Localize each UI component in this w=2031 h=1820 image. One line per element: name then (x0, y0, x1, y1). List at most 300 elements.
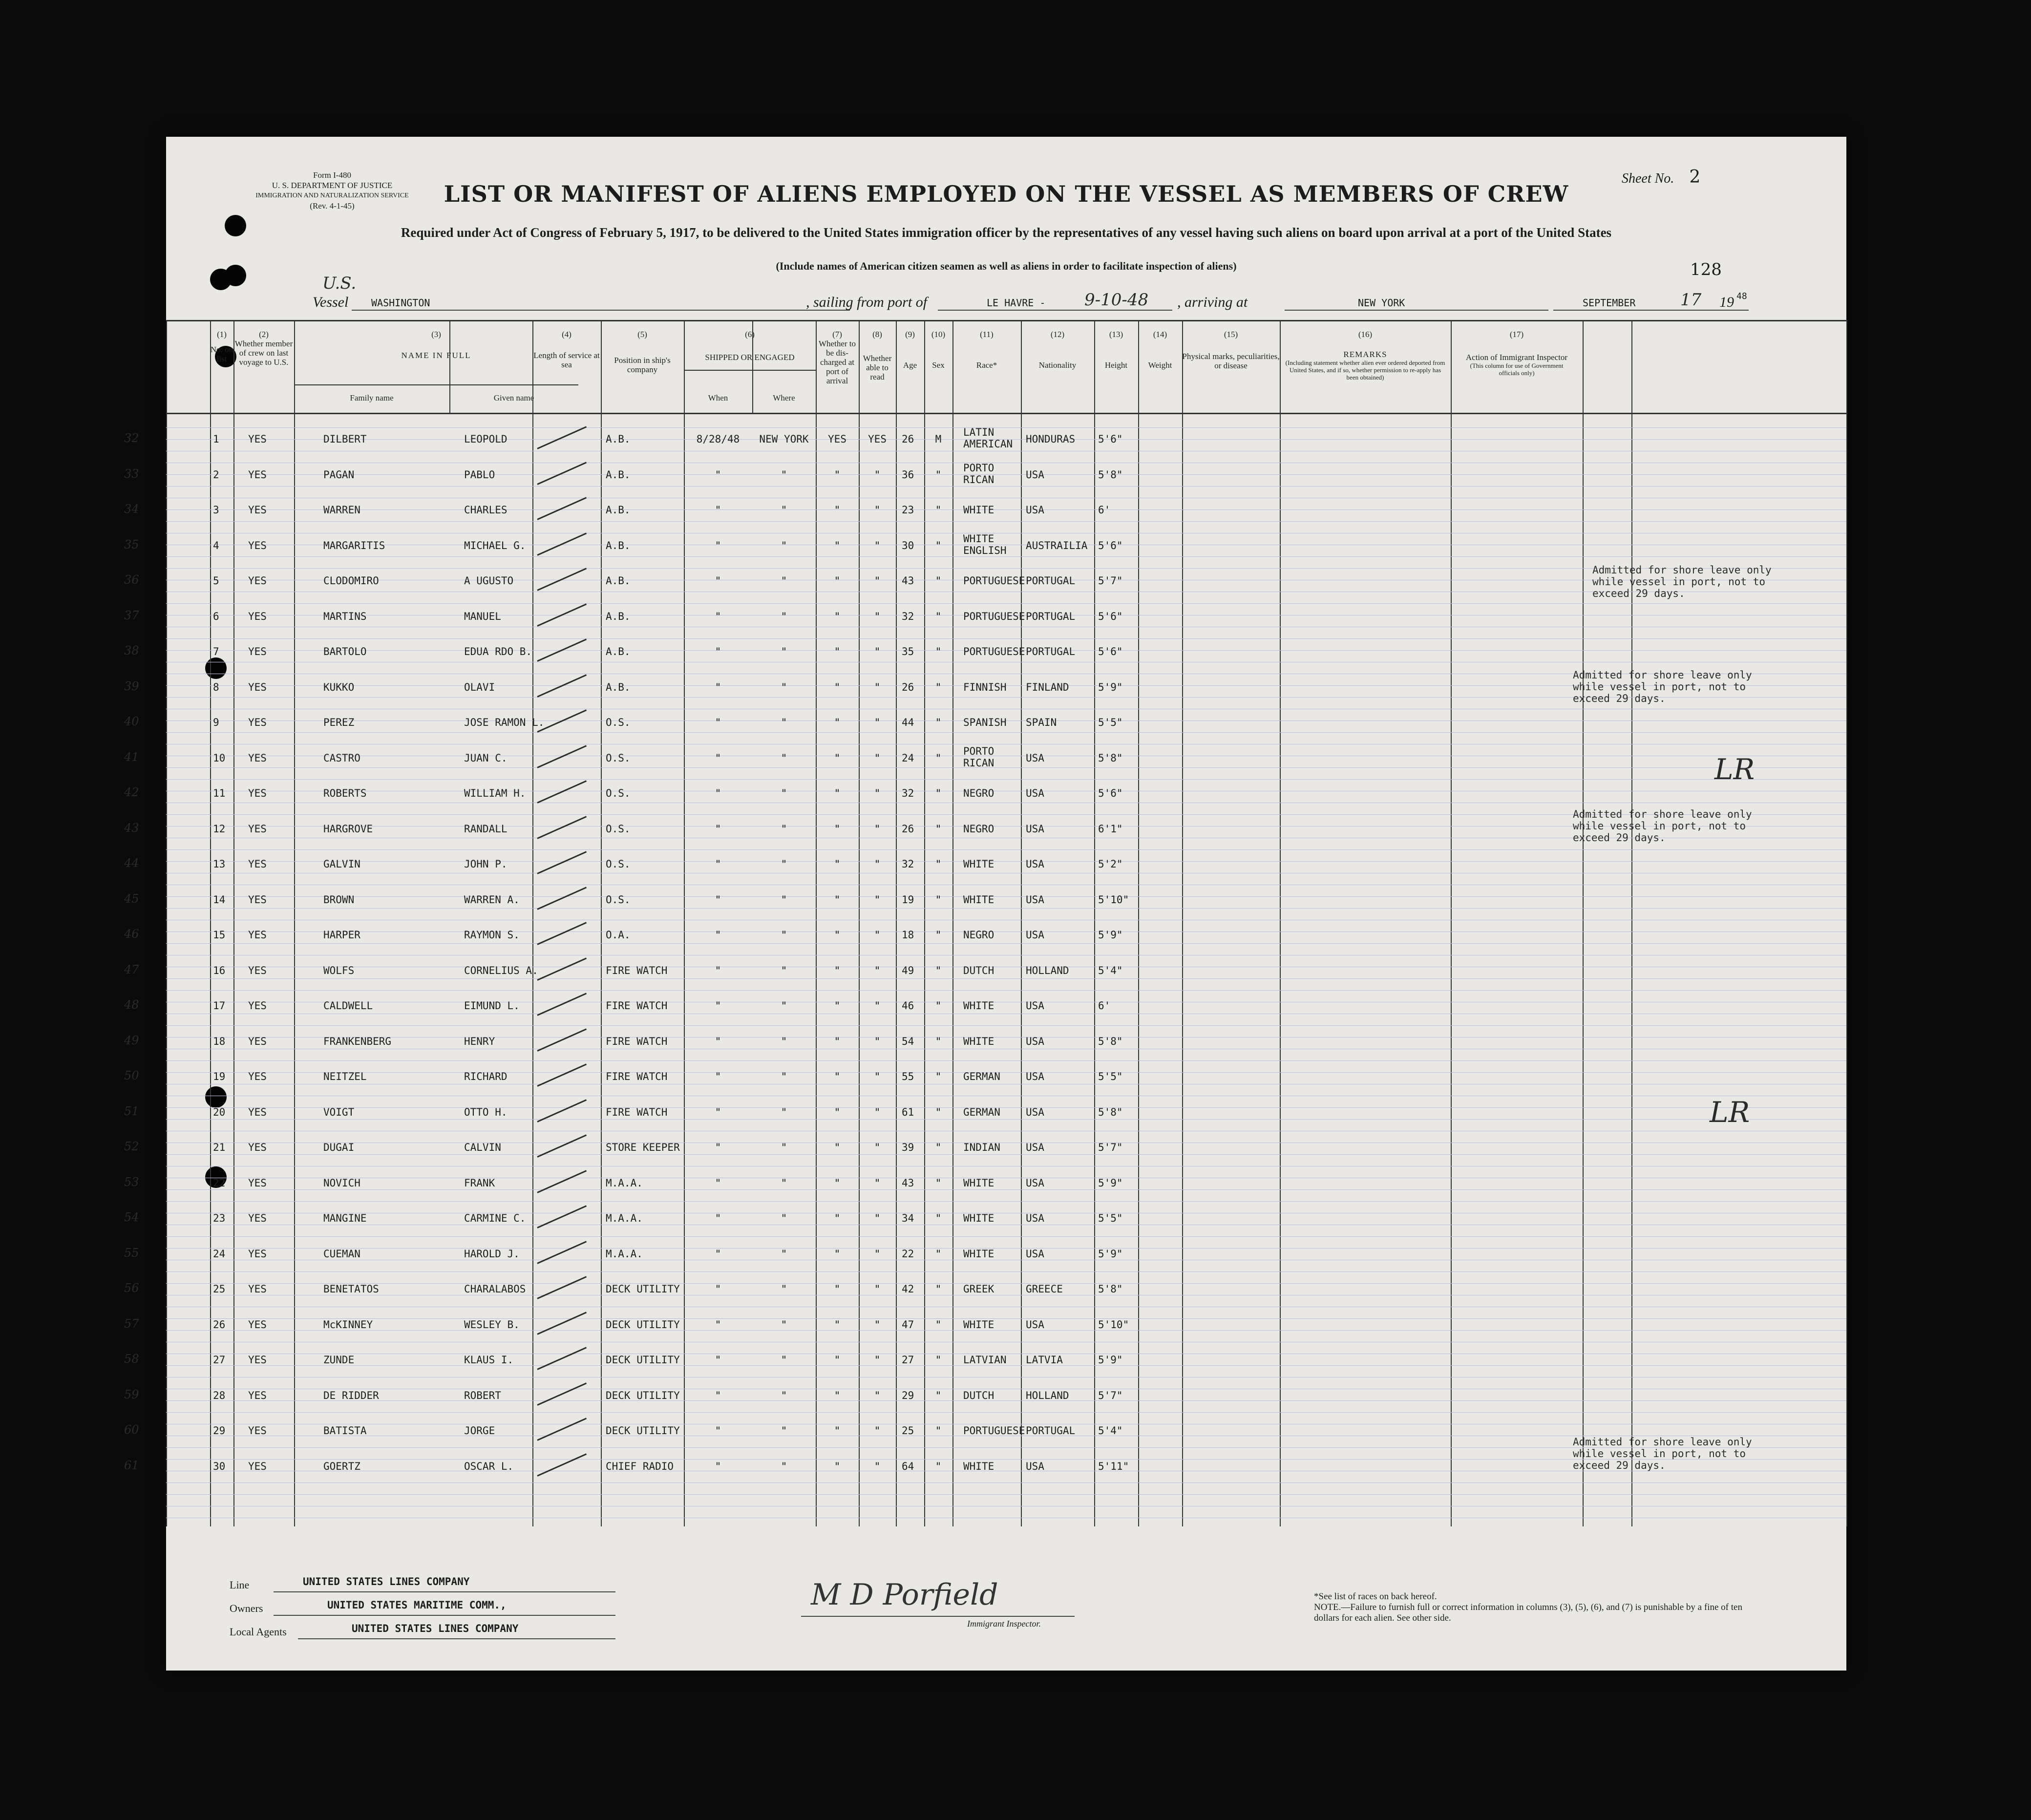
line-number-cell: 40 (124, 715, 139, 728)
col-14-number: (14) (1153, 330, 1167, 339)
col-17-header: Action of Immigrant Inspector (1465, 353, 1568, 362)
race-cell: WHITE (963, 504, 994, 516)
nationality-cell: USA (1026, 858, 1044, 870)
family-name-cell: NOVICH (323, 1177, 360, 1189)
last-voyage-cell: YES (248, 681, 267, 693)
age-cell: 39 (902, 1142, 914, 1153)
race-cell: WHITE (963, 1248, 994, 1260)
race-cell: PORTUGUESE (963, 575, 1025, 587)
family-name-cell: HARGROVE (323, 823, 373, 835)
line-number-cell: 35 (124, 537, 139, 551)
nationality-cell: USA (1026, 929, 1044, 941)
race-cell: DUTCH (963, 1389, 994, 1401)
height-cell: 5'9" (1098, 1354, 1123, 1366)
discharged-cell: " (834, 787, 841, 799)
able-to-read-cell: " (874, 1283, 881, 1295)
agents-label: Local Agents (230, 1626, 287, 1638)
height-cell: 5'6" (1098, 787, 1123, 799)
age-cell: 35 (902, 646, 914, 657)
age-cell: 36 (902, 468, 914, 481)
position-cell: DECK UTILITY (606, 1425, 680, 1437)
list-number-cell: 26 (213, 1318, 226, 1331)
nationality-cell: USA (1026, 1177, 1044, 1189)
sex-cell: " (935, 1035, 942, 1047)
col-11-number: (11) (980, 330, 994, 339)
shipped-when-cell: " (715, 1425, 721, 1437)
discharged-cell: " (834, 1000, 841, 1012)
race-second-line-cell: ENGLISH (963, 544, 1007, 556)
age-cell: 29 (902, 1389, 914, 1401)
sex-cell: " (935, 1425, 942, 1437)
position-cell: DECK UTILITY (606, 1283, 680, 1295)
list-number-cell: 18 (213, 1035, 226, 1047)
col-1-number: (1) (217, 330, 227, 339)
family-name-cell: ZUNDE (323, 1354, 355, 1366)
nationality-cell: PORTUGAL (1026, 610, 1076, 622)
inspector-label: Immigrant Inspector. (967, 1619, 1041, 1629)
race-second-line-cell: AMERICAN (963, 438, 1013, 450)
sex-cell: " (935, 1460, 942, 1472)
nationality-cell: USA (1026, 504, 1044, 516)
able-to-read-cell: " (874, 1425, 881, 1437)
document-title: LIST OR MANIFEST OF ALIENS EMPLOYED ON THE VESSEL AS MEMBERS OF CREW (444, 181, 1569, 207)
col-14-header: Weight (1148, 360, 1172, 370)
shipped-when-cell: " (715, 504, 721, 516)
list-number-cell: 28 (213, 1389, 226, 1401)
line-number-cell: 51 (124, 1104, 139, 1118)
shipped-where-cell: " (781, 1177, 787, 1189)
service-check-mark (537, 462, 587, 485)
discharged-cell: " (834, 1071, 841, 1082)
col-15-number: (15) (1224, 330, 1238, 339)
shipped-where-cell: " (781, 752, 787, 764)
shipped-where-cell: " (781, 468, 787, 481)
shipped-where-cell: " (781, 893, 787, 906)
discharged-cell: " (834, 575, 841, 587)
service-check-mark (537, 1347, 587, 1370)
line-number-cell: 50 (124, 1069, 139, 1082)
position-cell: O.S. (606, 858, 631, 870)
last-voyage-cell: YES (248, 717, 267, 728)
sex-cell: " (935, 1389, 942, 1401)
discharged-cell: " (834, 1248, 841, 1260)
shipped-when-cell: " (715, 1142, 721, 1153)
shipped-where-cell: " (781, 539, 787, 551)
height-cell: 5'5" (1098, 1071, 1123, 1082)
race-cell: WHITE (963, 1177, 994, 1189)
family-name-cell: MANGINE (323, 1212, 367, 1224)
last-voyage-cell: YES (248, 787, 267, 799)
col-4-header: Length of service at sea (533, 351, 600, 369)
shipped-when-cell: " (715, 1106, 721, 1118)
shipped-when-cell: " (715, 893, 721, 906)
last-voyage-cell: YES (248, 1177, 267, 1189)
race-cell: INDIAN (963, 1142, 1000, 1153)
sailing-date: 9-10-48 (1084, 290, 1149, 310)
last-voyage-cell: YES (248, 433, 267, 445)
race-cell: NEGRO (963, 823, 994, 835)
race-cell: WHITE (963, 893, 994, 906)
form-number: Form I-480 (313, 170, 351, 180)
shipped-where-cell: " (781, 1389, 787, 1401)
discharged-cell: " (834, 1106, 841, 1118)
shipped-where-cell: " (781, 681, 787, 693)
able-to-read-cell: " (874, 1071, 881, 1082)
position-cell: O.S. (606, 752, 631, 764)
agents-value: UNITED STATES LINES COMPANY (352, 1623, 519, 1634)
shipped-where-cell: " (781, 929, 787, 941)
given-name-cell: JOHN P. (464, 858, 508, 870)
able-to-read-cell: " (874, 752, 881, 764)
sex-cell: " (935, 1106, 942, 1118)
line-number-cell: 43 (124, 821, 139, 835)
able-to-read-cell: " (874, 1389, 881, 1401)
shipped-where-cell: " (781, 717, 787, 728)
service-check-mark (537, 1276, 587, 1299)
able-to-read-cell: " (874, 646, 881, 657)
family-name-cell: NEITZEL (323, 1071, 367, 1082)
given-name-cell: WARREN A. (464, 893, 520, 906)
age-cell: 19 (902, 893, 914, 906)
given-name-cell: CHARALABOS (464, 1283, 526, 1295)
family-name-cell: GALVIN (323, 858, 360, 870)
position-cell: FIRE WATCH (606, 1000, 668, 1012)
given-name-cell: HAROLD J. (464, 1248, 520, 1260)
sailing-label: , sailing from port of (806, 294, 928, 310)
line-number-cell: 46 (124, 927, 139, 941)
discharged-cell: " (834, 1460, 841, 1472)
given-name-cell: A UGUSTO (464, 575, 514, 587)
col-5-header: Position in ship's company (614, 356, 671, 374)
given-name-cell: WESLEY B. (464, 1318, 520, 1331)
discharged-cell: " (834, 1389, 841, 1401)
race-second-line-cell: RICAN (963, 757, 994, 769)
age-cell: 22 (902, 1248, 914, 1260)
list-number-cell: 27 (213, 1354, 226, 1366)
col-2-number: (2) (259, 330, 269, 339)
service-check-mark (537, 1382, 587, 1405)
age-cell: 42 (902, 1283, 914, 1295)
sex-cell: " (935, 1318, 942, 1331)
position-cell: O.S. (606, 823, 631, 835)
col-3a-header: Family name (350, 393, 394, 402)
height-cell: 5'8" (1098, 1106, 1123, 1118)
col-17-number: (17) (1509, 330, 1524, 339)
col-6-header: SHIPPED OR ENGAGED (705, 353, 795, 362)
remarks-stamp: Admitted for shore leave only while vessel in port, not to exceed 29 days. (1573, 1436, 1752, 1471)
last-voyage-cell: YES (248, 964, 267, 976)
able-to-read-cell: " (874, 539, 881, 551)
col-16-subheader: (Including statement whether alien ever ordered deported from United States, and if so, whether permission to re-apply has been obtained) (1285, 359, 1445, 381)
last-voyage-cell: YES (248, 1460, 267, 1472)
sex-cell: " (935, 1000, 942, 1012)
col-9-header: Age (903, 360, 917, 370)
position-cell: O.S. (606, 787, 631, 799)
discharged-cell: " (834, 1142, 841, 1153)
list-number-cell: 1 (213, 433, 219, 445)
height-cell: 5'9" (1098, 1248, 1123, 1260)
line-number-cell: 61 (124, 1458, 139, 1472)
arriving-label: , arriving at (1177, 294, 1248, 310)
position-cell: M.A.A. (606, 1212, 643, 1224)
given-name-cell: FRANK (464, 1177, 495, 1189)
able-to-read-cell: " (874, 1142, 881, 1153)
able-to-read-cell: " (874, 681, 881, 693)
age-cell: 26 (902, 433, 914, 445)
last-voyage-cell: YES (248, 752, 267, 764)
year-suffix: 48 (1736, 291, 1747, 301)
family-name-cell: MARGARITIS (323, 539, 385, 551)
race-cell: WHITE (963, 858, 994, 870)
list-number-cell: 16 (213, 964, 226, 976)
inspector-signature: M D Porfield (811, 1578, 998, 1612)
family-name-cell: DILBERT (323, 433, 367, 445)
position-cell: A.B. (606, 433, 631, 445)
nationality-cell: USA (1026, 1142, 1044, 1153)
family-name-cell: WOLFS (323, 964, 355, 976)
height-cell: 5'5" (1098, 1212, 1123, 1224)
sailing-port: LE HAVRE - (987, 297, 1046, 309)
height-cell: 5'7" (1098, 1142, 1123, 1153)
sex-cell: " (935, 504, 942, 516)
list-number-cell: 6 (213, 610, 219, 622)
line-number-cell: 39 (124, 679, 139, 693)
list-number-cell: 11 (213, 787, 226, 799)
year-prefix: 19 (1719, 294, 1734, 310)
discharged-cell: " (834, 1212, 841, 1224)
race-cell: SPANISH (963, 717, 1007, 728)
line-number-cell: 55 (124, 1246, 139, 1260)
family-name-cell: WARREN (323, 504, 360, 516)
shipped-where-cell: " (781, 1318, 787, 1331)
given-name-cell: MANUEL (464, 610, 501, 622)
nationality-cell: HOLLAND (1026, 964, 1069, 976)
shipped-where-cell: " (781, 1071, 787, 1082)
position-cell: FIRE WATCH (606, 1106, 668, 1118)
nationality-cell: USA (1026, 1106, 1044, 1118)
height-cell: 5'8" (1098, 468, 1123, 481)
given-name-cell: EDUA RDO B. (464, 646, 532, 657)
discharged-cell: " (834, 858, 841, 870)
line-number-cell: 38 (124, 644, 139, 657)
owners-value: UNITED STATES MARITIME COMM., (327, 1599, 507, 1611)
able-to-read-cell: " (874, 787, 881, 799)
shipped-where-cell: " (781, 964, 787, 976)
discharged-cell: " (834, 752, 841, 764)
service-check-mark (537, 1312, 587, 1334)
shipped-when-cell: " (715, 858, 721, 870)
race-cell: GREEK (963, 1283, 994, 1295)
race-second-line-cell: RICAN (963, 473, 994, 486)
service-check-mark (537, 993, 587, 1016)
age-cell: 30 (902, 539, 914, 551)
given-name-cell: JOSE RAMON L. (464, 717, 545, 728)
shipped-when-cell: " (715, 646, 721, 657)
list-number-cell: 29 (213, 1425, 226, 1437)
age-cell: 43 (902, 575, 914, 587)
sex-cell: " (935, 787, 942, 799)
family-name-cell: DE RIDDER (323, 1389, 379, 1401)
service: IMMIGRATION AND NATURALIZATION SERVICE (255, 192, 409, 199)
height-cell: 5'2" (1098, 858, 1123, 870)
discharged-cell: " (834, 1354, 841, 1366)
sheet-number: 2 (1689, 167, 1701, 187)
able-to-read-cell: YES (868, 433, 887, 445)
service-check-mark (537, 887, 587, 910)
sex-cell: " (935, 575, 942, 587)
voyage-line (313, 274, 1754, 313)
age-cell: 23 (902, 504, 914, 516)
race-cell: PORTO (963, 745, 994, 757)
race-cell: WHITE (963, 1460, 994, 1472)
height-cell: 5'8" (1098, 752, 1123, 764)
list-number-cell: 24 (213, 1248, 226, 1260)
discharged-cell: " (834, 610, 841, 622)
sex-cell: " (935, 858, 942, 870)
list-number-cell: 4 (213, 539, 219, 551)
nationality-cell: USA (1026, 1318, 1044, 1331)
shipped-where-cell: NEW YORK (759, 433, 809, 445)
discharged-cell: " (834, 1283, 841, 1295)
sex-cell: " (935, 964, 942, 976)
height-cell: 5'4" (1098, 1425, 1123, 1437)
sex-cell: M (935, 433, 942, 445)
col-4-number: (4) (562, 330, 571, 339)
race-cell: PORTUGUESE (963, 610, 1025, 622)
able-to-read-cell: " (874, 1035, 881, 1047)
position-cell: DECK UTILITY (606, 1354, 680, 1366)
list-number-cell: 23 (213, 1212, 226, 1224)
race-cell: LATIN (963, 426, 994, 438)
nationality-cell: GREECE (1026, 1283, 1063, 1295)
inspector-initials: LR (1714, 753, 1755, 786)
able-to-read-cell: " (874, 717, 881, 728)
department: U. S. DEPARTMENT OF JUSTICE (272, 181, 393, 190)
able-to-read-cell: " (874, 1212, 881, 1224)
height-cell: 6'1" (1098, 823, 1123, 835)
given-name-cell: OSCAR L. (464, 1460, 514, 1472)
age-cell: 34 (902, 1212, 914, 1224)
position-cell: A.B. (606, 646, 631, 657)
able-to-read-cell: " (874, 893, 881, 906)
service-check-mark (537, 709, 587, 732)
vessel-prefix: U.S. (322, 274, 357, 293)
sex-cell: " (935, 717, 942, 728)
sex-cell: " (935, 681, 942, 693)
list-number-cell: 25 (213, 1283, 226, 1295)
nationality-cell: HONDURAS (1026, 433, 1076, 445)
sex-cell: " (935, 1248, 942, 1260)
race-cell: NEGRO (963, 929, 994, 941)
line-number-cell: 59 (124, 1387, 139, 1401)
col-6b-header: Where (773, 393, 795, 402)
given-name-cell: OTTO H. (464, 1106, 508, 1118)
vessel-name: WASHINGTON (371, 297, 430, 309)
discharged-cell: YES (828, 433, 846, 445)
race-cell: PORTUGUESE (963, 646, 1025, 657)
age-cell: 32 (902, 610, 914, 622)
remarks-stamp: Admitted for shore leave only while vessel in port, not to exceed 29 days. (1592, 564, 1772, 599)
given-name-cell: CALVIN (464, 1142, 501, 1153)
shipped-when-cell: " (715, 1035, 721, 1047)
shipped-where-cell: " (781, 1035, 787, 1047)
position-cell: O.A. (606, 929, 631, 941)
able-to-read-cell: " (874, 610, 881, 622)
col-2-header: Whether member of crew on last voyage to U.S. (234, 339, 293, 367)
nationality-cell: USA (1026, 823, 1044, 835)
shipped-where-cell: " (781, 1248, 787, 1260)
list-number-cell: 8 (213, 681, 219, 693)
col-8-number: (8) (872, 330, 882, 339)
service-check-mark (537, 957, 587, 980)
shipped-when-cell: " (715, 1248, 721, 1260)
nationality-cell: PORTUGAL (1026, 575, 1076, 587)
nationality-cell: USA (1026, 468, 1044, 481)
family-name-cell: McKINNEY (323, 1318, 373, 1331)
family-name-cell: BATISTA (323, 1425, 367, 1437)
line-number-cell: 60 (124, 1423, 139, 1437)
col-1-header: No. on list (210, 345, 233, 363)
line-number-cell: 53 (124, 1175, 139, 1189)
last-voyage-cell: YES (248, 468, 267, 481)
able-to-read-cell: " (874, 504, 881, 516)
page-number: 128 (1690, 260, 1722, 279)
age-cell: 26 (902, 823, 914, 835)
last-voyage-cell: YES (248, 1389, 267, 1401)
shipped-when-cell: " (715, 823, 721, 835)
shipped-where-cell: " (781, 1283, 787, 1295)
shipped-where-cell: " (781, 1425, 787, 1437)
position-cell: A.B. (606, 575, 631, 587)
position-cell: A.B. (606, 539, 631, 551)
last-voyage-cell: YES (248, 1212, 267, 1224)
age-cell: 26 (902, 681, 914, 693)
height-cell: 5'6" (1098, 539, 1123, 551)
given-name-cell: KLAUS I. (464, 1354, 514, 1366)
inspector-initials: LR (1710, 1096, 1750, 1129)
last-voyage-cell: YES (248, 575, 267, 587)
nationality-cell: USA (1026, 787, 1044, 799)
shipped-when-cell: " (715, 1000, 721, 1012)
given-name-cell: RAYMON S. (464, 929, 520, 941)
shipped-when-cell: " (715, 1212, 721, 1224)
col-12-header: Nationality (1038, 360, 1077, 370)
revision: (Rev. 4-1-45) (310, 201, 355, 211)
position-cell: FIRE WATCH (606, 1035, 668, 1047)
height-cell: 5'10" (1098, 893, 1129, 906)
last-voyage-cell: YES (248, 646, 267, 657)
line-number-cell: 49 (124, 1033, 139, 1047)
line-number-cell: 57 (124, 1316, 139, 1331)
age-cell: 24 (902, 752, 914, 764)
race-cell: NEGRO (963, 787, 994, 799)
sex-cell: " (935, 1142, 942, 1153)
given-name-cell: MICHAEL G. (464, 539, 526, 551)
position-cell: A.B. (606, 681, 631, 693)
service-check-mark (537, 816, 587, 839)
height-cell: 5'7" (1098, 575, 1123, 587)
race-cell: DUTCH (963, 964, 994, 976)
race-cell: LATVIAN (963, 1354, 1007, 1366)
age-cell: 32 (902, 787, 914, 799)
height-cell: 5'9" (1098, 1177, 1123, 1189)
able-to-read-cell: " (874, 1354, 881, 1366)
race-cell: WHITE (963, 532, 994, 545)
sex-cell: " (935, 539, 942, 551)
discharged-cell: " (834, 681, 841, 693)
vessel-label: Vessel (313, 294, 349, 310)
shipped-when-cell: " (715, 1177, 721, 1189)
